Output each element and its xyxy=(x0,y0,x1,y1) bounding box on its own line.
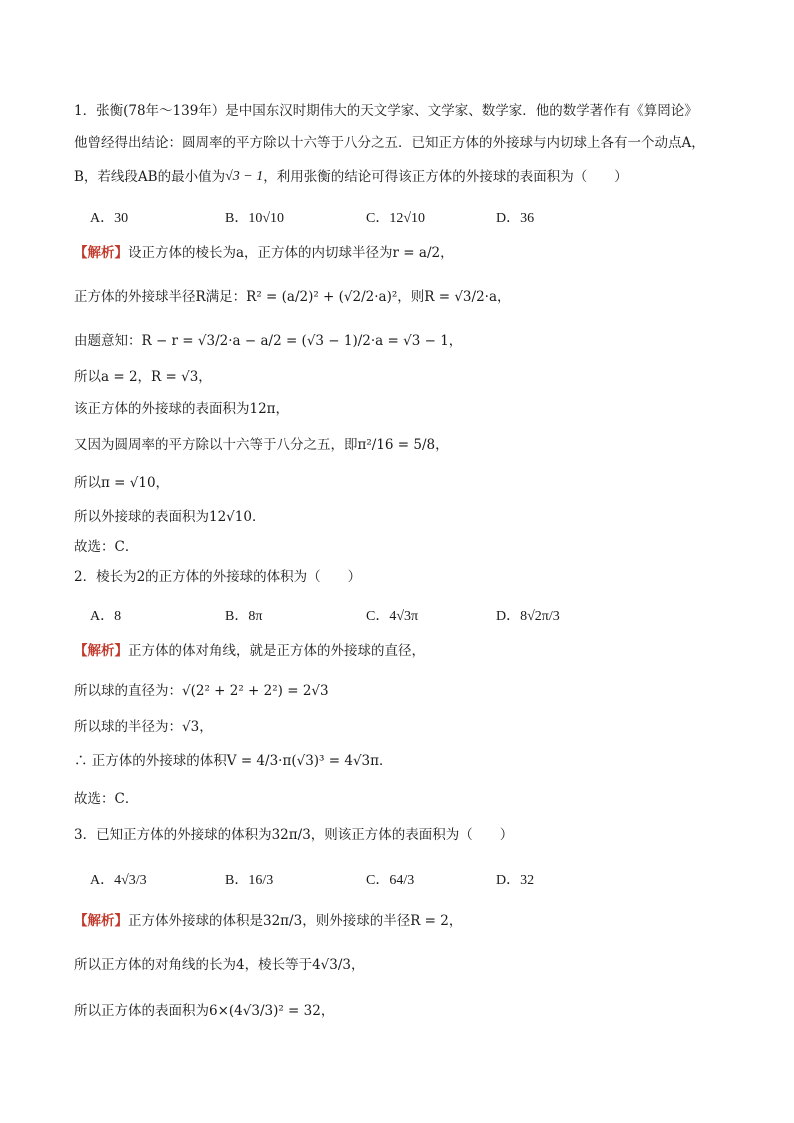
q3-option-b: B．16/3 xyxy=(225,873,274,888)
q1-sol-line4 xyxy=(74,362,212,392)
q2-sol-3: 所以球的半径为：√3， xyxy=(74,719,213,735)
q2-solution-tag: 【解析】 xyxy=(74,643,128,659)
q1-text-2: 他曾经得出结论：圆周率的平方除以十六等于八分之五．已知正方体的外接球与内切球上各有一个动点A， xyxy=(74,135,705,151)
q1-sol-7: 所以π = √10， xyxy=(74,475,170,491)
q1-sol-8: 所以外接球的表面积为12√10． xyxy=(74,509,266,525)
q1-line3 xyxy=(74,162,628,192)
q3-option-d: D．32 xyxy=(496,873,535,888)
q1-text-1: 1．张衡(78年～139年）是中国东汉时期伟大的天文学家、文学家、数学家．他的数学著作有《算罔论》 xyxy=(74,103,698,119)
q1-text-3a: B，若线段AB的最小值为 xyxy=(74,169,226,185)
q3-sol-2: 所以正方体的对角线的长为4，棱长等于4√3/3， xyxy=(74,957,365,973)
q3-solution-tag: 【解析】 xyxy=(74,913,128,929)
q3-line1 xyxy=(74,820,513,850)
q1-line1 xyxy=(74,96,698,126)
q1-sol-5: 该正方体的外接球的表面积为12π， xyxy=(74,401,290,417)
q3-sol-1: 正方体外接球的体积是32π/3，则外接球的半径R = 2， xyxy=(128,913,463,929)
q3-options xyxy=(90,864,730,894)
q2-text-1: 2．棱长为2的正方体的外接球的体积为（ ） xyxy=(74,569,362,585)
q1-text-3b: ，利用张衡的结论可得该正方体的外接球的表面积为（ ） xyxy=(263,169,628,185)
q1-sol-line1 xyxy=(74,238,454,268)
q2-option-b: B．8π xyxy=(225,609,263,624)
q2-sol-line1 xyxy=(74,636,425,666)
q1-sol-3: 由题意知：R − r = √3/2·a − a/2 = (√3 − 1)/2·a = √3 − 1， xyxy=(74,333,463,349)
q2-sol-line3 xyxy=(74,712,213,742)
q3-sol-line2 xyxy=(74,950,365,980)
q2-sol-4: ∴ 正方体的外接球的体积V = 4/3·π(√3)³ = 4√3π． xyxy=(74,753,393,769)
q1-sol-4: 所以a = 2，R = √3， xyxy=(74,369,212,385)
q1-sol-2: 正方体的外接球半径R满足：R² = (a/2)² + (√2/2·a)²，则R = √3/2·a， xyxy=(74,289,511,305)
q2-sol-line2 xyxy=(74,676,329,706)
q1-option-a: A．30 xyxy=(90,211,129,226)
q2-sol-5: 故选：C． xyxy=(74,791,139,807)
q3-option-c: C．64/3 xyxy=(366,873,415,888)
q2-options xyxy=(90,600,730,630)
q1-sol-9: 故选：C． xyxy=(74,539,139,555)
q1-line2 xyxy=(74,128,705,158)
q3-text-1: 3．已知正方体的外接球的体积为32π/3，则该正方体的表面积为（ ） xyxy=(74,827,514,843)
q1-sol-line2 xyxy=(74,282,511,312)
q2-line1 xyxy=(74,562,361,592)
q1-solution-tag: 【解析】 xyxy=(74,245,128,261)
q1-sol-line3 xyxy=(74,326,462,356)
q2-sol-line4 xyxy=(74,746,393,776)
q1-sol-line9 xyxy=(74,532,138,562)
q1-sol-line8 xyxy=(74,502,265,532)
q1-options xyxy=(90,202,730,232)
q2-sol-2: 所以球的直径为：√(2² + 2² + 2²) = 2√3 xyxy=(74,683,329,699)
q1-option-c: C．12√10 xyxy=(366,211,426,226)
q1-option-b: B．10√10 xyxy=(225,211,285,226)
q2-sol-1: 正方体的体对角线，就是正方体的外接球的直径， xyxy=(128,643,425,659)
q2-sol-line5 xyxy=(74,784,138,814)
q2-option-c: C．4√3π xyxy=(366,609,419,624)
q1-sol-6: 又因为圆周率的平方除以十六等于八分之五，即π²/16 = 5/8， xyxy=(74,437,449,453)
q1-sol-line6 xyxy=(74,430,449,460)
q1-sol-line7 xyxy=(74,468,169,498)
q1-option-d: D．36 xyxy=(496,211,535,226)
q2-option-a: A．8 xyxy=(90,609,122,624)
q3-option-a: A．4√3/3 xyxy=(90,873,147,888)
q3-sol-line1 xyxy=(74,906,462,936)
q1-sol-line5 xyxy=(74,394,289,424)
q2-option-d: D．8√2π/3 xyxy=(496,609,560,624)
q3-sol-line3 xyxy=(74,996,334,1026)
q1-sol-1: 设正方体的棱长为a，正方体的内切球半径为r = a/2， xyxy=(128,245,454,261)
q1-min-value: √3 − 1 xyxy=(225,169,264,184)
q3-sol-3: 所以正方体的表面积为6×(4√3/3)² = 32， xyxy=(74,1003,335,1019)
